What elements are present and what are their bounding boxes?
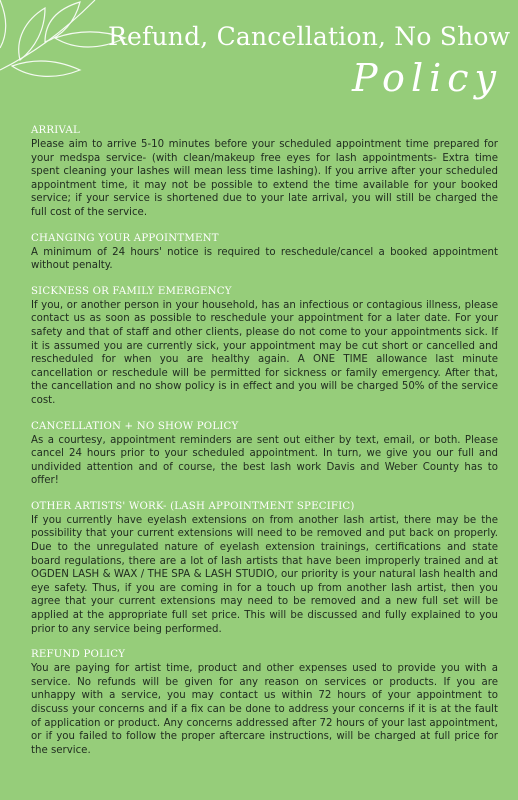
section-body: You are paying for artist time, product and other expenses used to provide you with a service. No refunds will be given for any reason on services or products. If you are unhappy with a service, you may contact us within 72 hours of your appointment to discuss your concerns and if a fix can be done to address your concerns if it is at the fault of application or product. Any concerns addressed after 72 hours of your last appointment, or if you failed to follow the proper aftercare instructions, will be charged at full price for the service. [31,663,498,756]
section-heading: ARRIVAL [31,125,80,136]
section-cancellation [31,420,498,488]
section-heading: SICKNESS OR FAMILY EMERGENCY [31,285,232,297]
section-body: A minimum of 24 hours' notice is required to reschedule/cancel a booked appointment without penalty. [31,246,498,272]
section-body: Please aim to arrive 5-10 minutes before your scheduled appointment time prepared for your medspa service- (with clean/makeup free eyes for lash appointments- Extra time spent cleaning your lashes will mean less time lashing). If you arrive after your scheduled appointment time, it may not be possible to extend the time available for your booked service; if your service is shortened due to your late arrival, you will still be charged the full cost of the service. [31,139,498,218]
page-subtitle-script: Policy [352,56,502,100]
section-changing-appointment [31,232,498,273]
section-heading: CANCELLATION + NO SHOW POLICY [31,420,239,432]
section-body: As a courtesy, appointment reminders are sent out either by text, email, or both. Please cancel 24 hours prior to your scheduled appointment. In turn, we give you our full and undivided attention and of course, the best lash work Davis and Weber County has to offer! [31,434,498,487]
page-title: Refund, Cancellation, No Show [108,22,511,51]
section-sickness [31,285,498,408]
section-refund [31,648,498,757]
section-other-artists [31,500,498,636]
section-body: If you, or another person in your household, has an infectious or contagious illness, please contact us as soon as possible to reschedule your appointment for a later date. For your safety and that of staff and other clients, please do not come to your appointments sick. If it is assumed you are currently sick, your appointment may be cut short or cancelled and rescheduled for when you are healthy again. A ONE TIME allowance last minute cancellation or reschedule will be permitted for sickness or family emergency. After that, the cancellation and no show policy is in effect and you will be charged 50% of the service cost. [31,299,498,406]
section-heading: CHANGING YOUR APPOINTMENT [31,232,219,244]
leaf-branch-icon [0,0,150,120]
section-arrival [31,124,498,220]
section-heading: OTHER ARTISTS' WORK- (LASH APPOINTMENT SPECIFIC) [31,500,355,512]
section-heading: REFUND POLICY [31,649,126,661]
policy-content [31,124,498,769]
section-body: If you currently have eyelash extensions on from another lash artist, there may be the possibility that your current extensions will need to be removed and put back on properly. Due to the unregulated nature of eyelash extension trainings, certifications and state board regulations, there are a lot of lash artists that have been improperly trained and at OGDEN LASH & WAX / THE SPA & LASH STUDIO, our priority is your natural lash health and eye safety. Thus, if you are coming in for a touch up from another lash artist, then you agree that your current extensions may need to be removed and a new full set will be applied at the appropriate full set price. This will be discussed and fully explained to you prior to any service being performed. [31,514,498,635]
